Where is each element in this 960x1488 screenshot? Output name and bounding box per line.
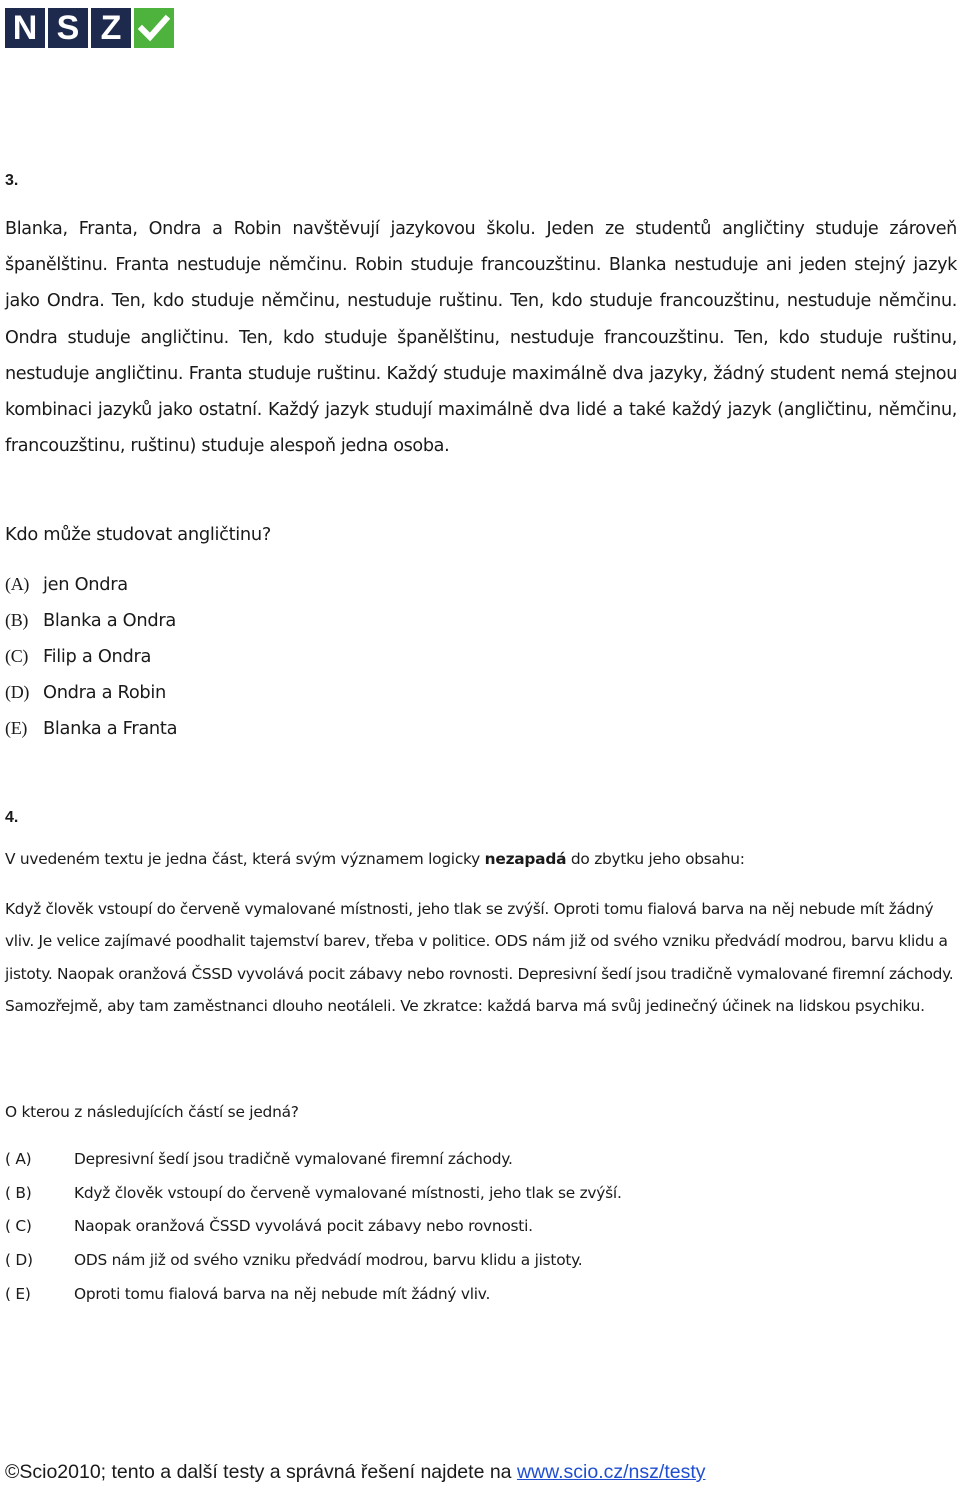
option-letter: ( E) [5, 1284, 31, 1303]
option-text: Oproti tomu fialová barva na něj nebude mít žádný vliv. [74, 1284, 491, 1303]
question-3-number: 3. [5, 172, 19, 189]
q3-option-a [5, 566, 177, 602]
q4-option-c [5, 1210, 622, 1244]
option-letter: (D) [5, 682, 30, 702]
option-letter: ( C) [5, 1217, 32, 1236]
q3-option-d [5, 674, 177, 710]
logo-letter-s: S [48, 8, 88, 48]
q3-option-e [5, 710, 177, 746]
option-letter: ( A) [5, 1150, 32, 1168]
q4-option-b [5, 1177, 622, 1211]
q4-option-e [5, 1278, 622, 1312]
intro-text-end: do zbytku jeho obsahu: [566, 850, 745, 868]
footer-text: ©Scio2010; tento a další testy a správná řešení najdete na [5, 1461, 517, 1483]
question-4-options [5, 1143, 622, 1311]
question-4-intro [5, 850, 745, 868]
logo-letter-n: N [5, 8, 45, 48]
option-text: ODS nám již od svého vzniku předvádí modrou, barvu klidu a jistoty. [74, 1251, 583, 1270]
option-letter: (C) [5, 646, 29, 666]
option-text: Ondra a Robin [43, 682, 166, 703]
option-letter: (B) [5, 610, 29, 630]
q3-option-b [5, 602, 177, 638]
option-text: Naopak oranžová ČSSD vyvolává pocit zábavy nebo rovnosti. [74, 1217, 533, 1236]
footer [5, 1461, 706, 1484]
logo-letter-z: Z [91, 8, 131, 48]
option-text: Blanka a Franta [43, 718, 178, 739]
option-letter: ( B) [5, 1183, 32, 1202]
option-text: jen Ondra [43, 574, 128, 595]
q4-option-a [5, 1143, 622, 1177]
question-3-text: Blanka, Franta, Ondra a Robin navštěvují jazykovou školu. Jeden ze studentů angličtiny studuje zároveň španělštinu. Franta nestuduje němčinu. Robin studuje francouzštinu. Blanka nestuduje ani jeden stejný jazyk jako Ondra. Ten, kdo studuje němčinu, nestuduje ruštinu. Ten, kdo studuje francouzštinu, nestuduje němčinu. Ondra studuje angličtinu. Ten, kdo studuje španělštinu, nestuduje francouzštinu. Ten, kdo studuje ruštinu, nestuduje angličtinu. Franta studuje ruštinu. Každý studuje maximálně dva jazyky, žádný student nemá stejnou kombinaci jazyků jako ostatní. Každý jazyk studují maximálně dva lidé a také každý jazyk (angličtinu, němčinu, francouzštinu, ruštinu) studuje alespoň jedna osoba. [5, 219, 957, 457]
option-text: Filip a Ondra [43, 646, 152, 667]
question-4-number: 4. [5, 809, 19, 826]
option-text: Když člověk vstoupí do červeně vymalované místnosti, jeho tlak se zvýší. [74, 1183, 622, 1202]
option-letter: (A) [5, 574, 30, 594]
question-4-passage: Když člověk vstoupí do červeně vymalované místnosti, jeho tlak se zvýší. Oproti tomu fialová barva na něj nebude mít žádný vliv. Je velice zajímavé poodhalit tajemství barev, třeba v politice. ODS nám již od svého vzniku předvádí modrou, barvu klidu a jistoty. Naopak oranžová ČSSD vyvolává pocit zábavy nebo rovnosti. Depresivní šedí jsou tradičně vymalované firemní záchody. Samozřejmě, aby tam zaměstnanci dlouho neotáleli. Ve zkratce: každá barva má svůj jedinečný účinek na lidskou psychiku. [5, 900, 954, 1015]
option-letter: ( D) [5, 1251, 33, 1270]
question-3-prompt: Kdo může studovat angličtinu? [5, 524, 272, 545]
q4-option-d [5, 1244, 622, 1278]
question-3-options [5, 566, 177, 746]
check-icon [134, 8, 174, 48]
intro-text: V uvedeném textu je jedna část, která svým významem logicky [5, 850, 485, 868]
question-4-prompt: O kterou z následujících částí se jedná? [5, 1103, 299, 1121]
nsz-logo [5, 8, 174, 50]
q3-option-c [5, 638, 177, 674]
option-text: Blanka a Ondra [43, 610, 176, 631]
footer-link[interactable]: www.scio.cz/nsz/testy [516, 1461, 706, 1483]
intro-emphasis: nezapadá [484, 850, 567, 868]
option-text: Depresivní šedí jsou tradičně vymalované firemní záchody. [74, 1150, 513, 1168]
option-letter: (E) [5, 718, 28, 738]
